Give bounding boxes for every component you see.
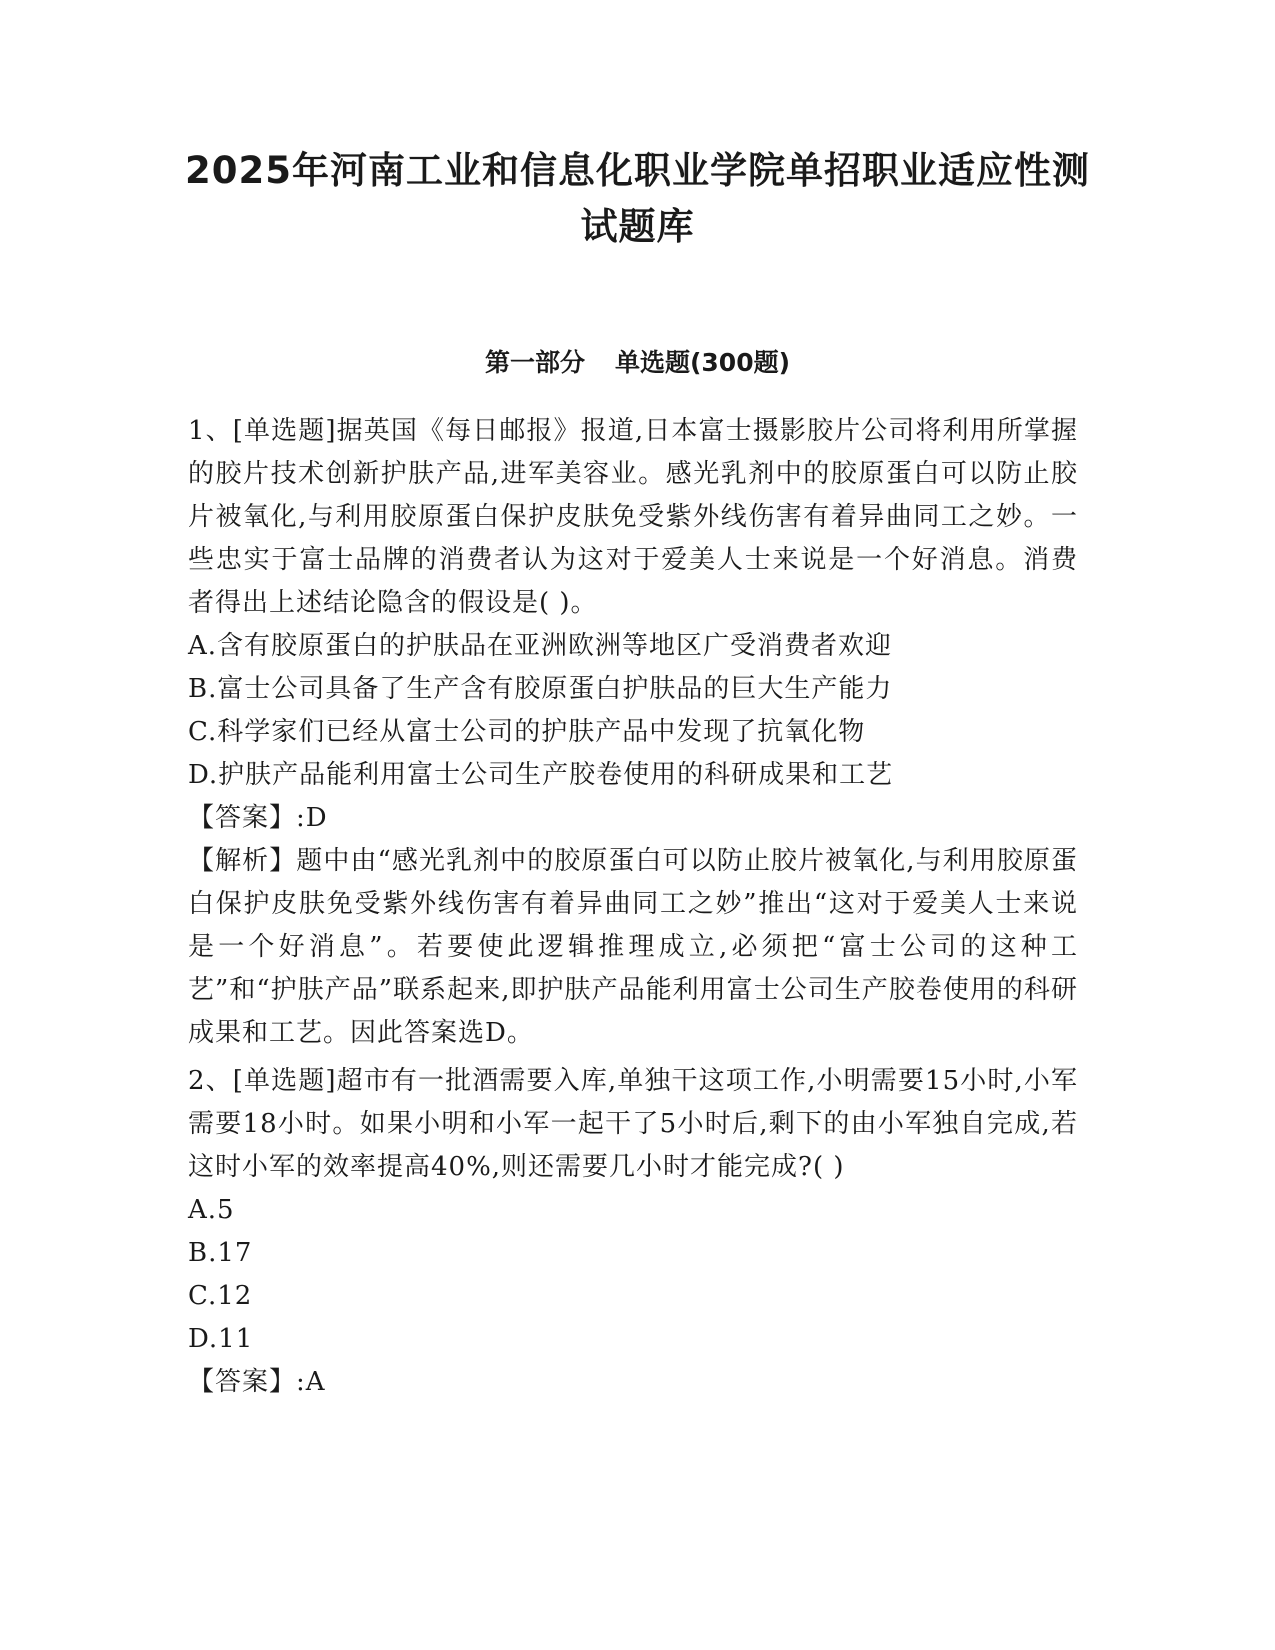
question-2-option-a: A.5 [188,1195,235,1225]
question-1-analysis: 【解析】题中由“感光乳剂中的胶原蛋白可以防止胶片被氧化,与利用胶原蛋白保护皮肤免受紫外线伤害有着异曲同工之妙”推出“这对于爱美人士来说是一个好消息”。若要使此逻辑推理成立,必须把“富士公司的这种工艺”和“护肤产品”联系起来,即护肤产品能利用富士公司生产胶卷使用的科研成果和工艺。因此答案选D。 [188,846,1078,1048]
question-2-option-d: D.11 [188,1324,254,1354]
question-2-option-c: C.12 [188,1281,253,1311]
section-title [160,345,1115,381]
question-1-stem: 1、[单选题]据英国《每日邮报》报道,日本富士摄影胶片公司将利用所掌握的胶片技术创新护肤产品,进军美容业。感光乳剂中的胶原蛋白可以防止胶片被氧化,与利用胶原蛋白保护皮肤免受紫外线伤害有着异曲同工之妙。一些忠实于富士品牌的消费者认为这对于爱美人士来说是一个好消息。消费者得出上述结论隐含的假设是( )。 [188,416,1078,618]
question-1-option-d: D.护肤产品能利用富士公司生产胶卷使用的科研成果和工艺 [188,760,894,790]
document-title [160,143,1115,255]
question-2-answer: 【答案】:A [188,1367,326,1397]
section-part-label: 第一部分 [484,348,585,377]
section-name: 单选题(300题) [614,348,791,377]
document-title-line-1: 2025年河南工业和信息化职业学院单招职业适应性测 [185,149,1090,192]
document-title-line-2: 试题库 [580,205,695,248]
question-1-option-b: B.富士公司具备了生产含有胶原蛋白护肤品的巨大生产能力 [188,674,893,704]
question-2-stem: 2、[单选题]超市有一批酒需要入库,单独干这项工作,小明需要15小时,小军需要18小时。如果小明和小军一起干了5小时后,剩下的由小军独自完成,若这时小军的效率提高40%,则还需要几小时才能完成?( ) [188,1066,1078,1182]
question-2 [188,1060,1078,1404]
question-2-option-b: B.17 [188,1238,253,1268]
question-1-answer: 【答案】:D [188,803,328,833]
question-1 [188,410,1078,1055]
question-1-option-a: A.含有胶原蛋白的护肤品在亚洲欧洲等地区广受消费者欢迎 [188,631,893,661]
question-1-option-c: C.科学家们已经从富士公司的护肤产品中发现了抗氧化物 [188,717,866,747]
